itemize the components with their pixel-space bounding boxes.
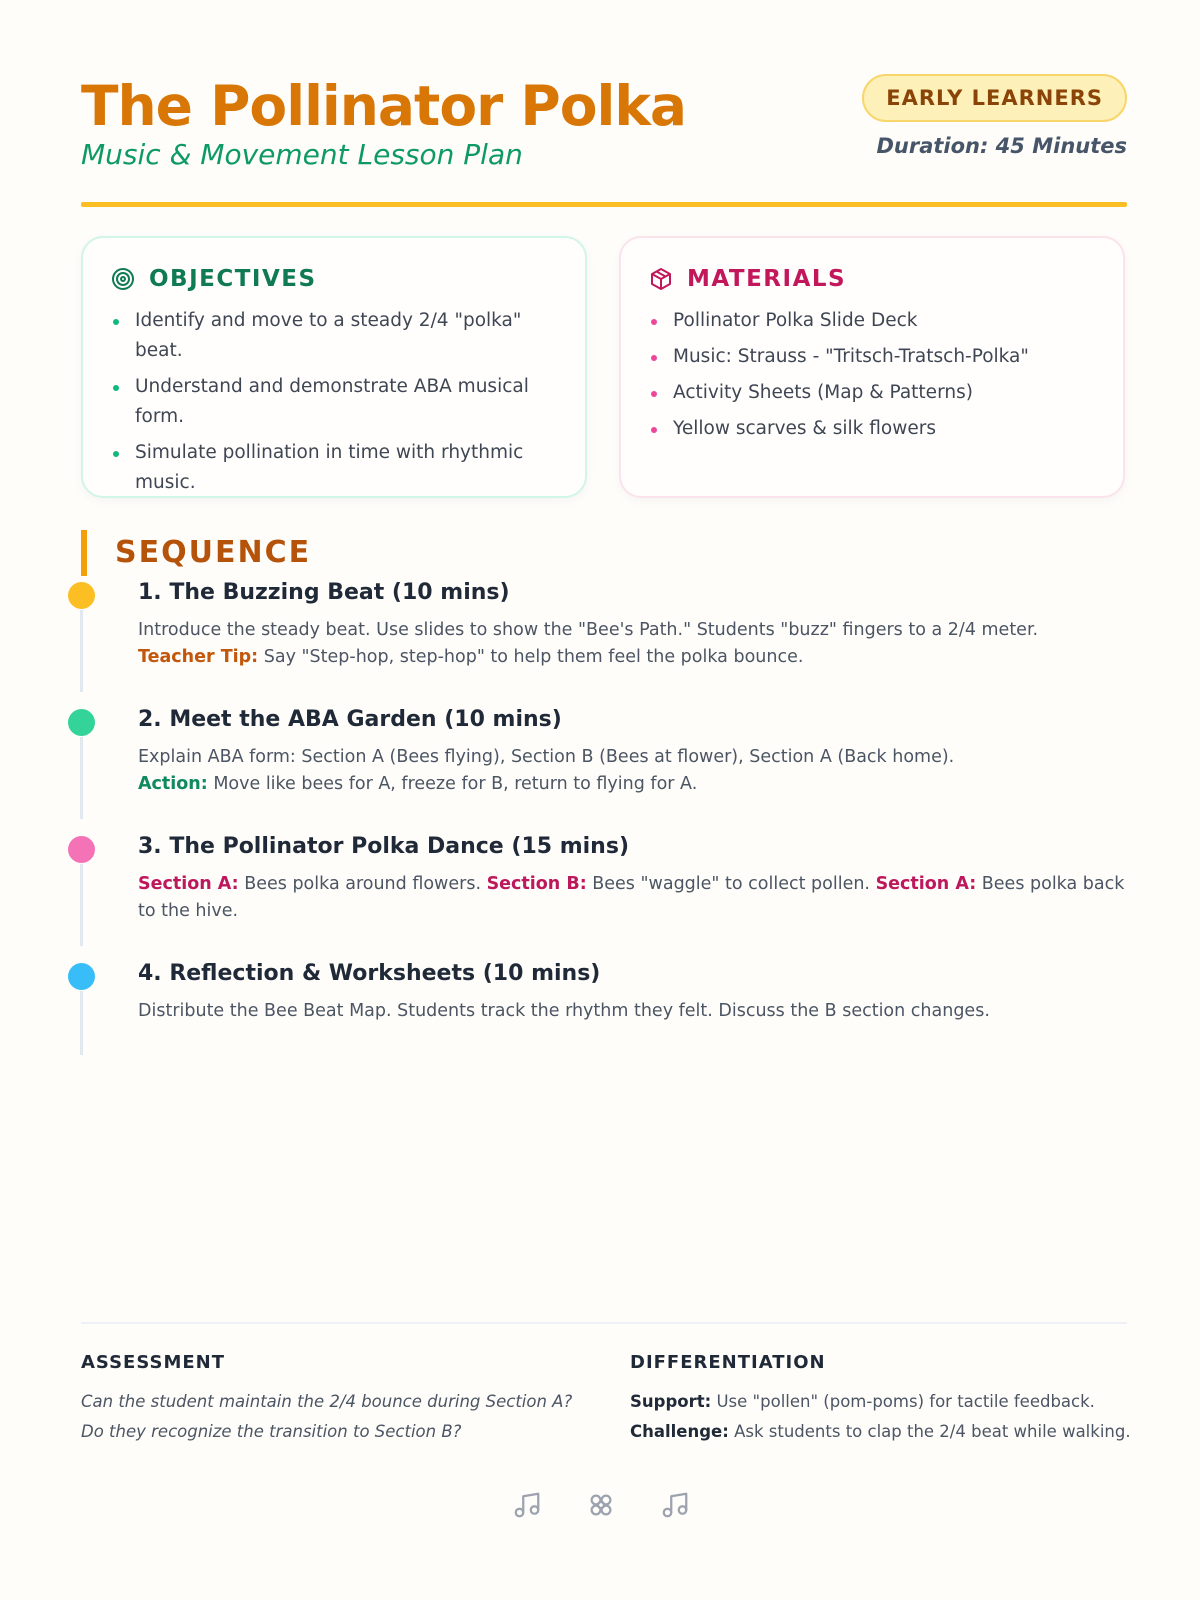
- timeline-dot: [68, 582, 95, 609]
- flower-icon: [586, 1490, 616, 1520]
- footer-divider: [81, 1322, 1127, 1324]
- music-note-icon: [660, 1490, 690, 1520]
- assessment-line: Do they recognize the transition to Section B?: [81, 1422, 462, 1441]
- timeline-line: [80, 737, 83, 819]
- teacher-tip-text: Say "Step-hop, step-hop" to help them feel the polka bounce.: [258, 647, 804, 667]
- box-icon: [649, 267, 673, 291]
- timeline-line: [80, 610, 83, 692]
- section-a2-text: Bees polka back to the hive.: [138, 874, 1125, 921]
- page-subtitle: Music & Movement Lesson Plan: [81, 137, 523, 171]
- list-item: Music: Strauss - "Tritsch-Tratsch-Polka": [649, 342, 1099, 372]
- step-text: Distribute the Bee Beat Map. Students track the rhythm they felt. Discuss the B section changes.: [138, 1001, 990, 1021]
- timeline-line: [80, 864, 83, 946]
- materials-list: [649, 306, 1099, 444]
- list-item: Understand and demonstrate ABA musical form.: [111, 372, 561, 432]
- timeline-dot: [68, 963, 95, 990]
- list-item: Pollinator Polka Slide Deck: [649, 306, 1099, 336]
- differentiation-title: DIFFERENTIATION: [630, 1352, 826, 1373]
- target-icon: [111, 267, 135, 291]
- list-item: Identify and move to a steady 2/4 "polka" beat.: [111, 306, 561, 366]
- action-label: Action:: [138, 774, 208, 794]
- teacher-tip-label: Teacher Tip:: [138, 647, 259, 667]
- page-title: The Pollinator Polka: [81, 74, 687, 138]
- support-line: [630, 1387, 1130, 1417]
- header-divider: [81, 202, 1127, 207]
- step-text: [138, 744, 1138, 798]
- assessment-title: ASSESSMENT: [81, 1352, 226, 1373]
- list-item: Activity Sheets (Map & Patterns): [649, 378, 1099, 408]
- support-label: Support:: [630, 1392, 712, 1411]
- section-a-text: Bees polka around flowers.: [238, 874, 487, 894]
- step-description: Explain ABA form: Section A (Bees flying), Section B (Bees at flower), Section A (Back home).: [138, 747, 955, 767]
- materials-title: MATERIALS: [687, 266, 847, 292]
- timeline-dot: [68, 709, 95, 736]
- materials-card: [619, 236, 1125, 498]
- timeline-dot: [68, 836, 95, 863]
- step-text: [138, 871, 1138, 925]
- duration-label: Duration: 45 Minutes: [876, 134, 1127, 158]
- section-a-label: Section A:: [138, 874, 239, 894]
- action-text: Move like bees for A, freeze for B, return to flying for A.: [207, 774, 698, 794]
- differentiation-section: [630, 1352, 1130, 1447]
- sequence-header: [81, 530, 311, 576]
- section-b-text: Bees "waggle" to collect pollen.: [586, 874, 876, 894]
- objectives-title: OBJECTIVES: [149, 266, 317, 292]
- sequence-title: SEQUENCE: [115, 535, 312, 570]
- step-title: 3. The Pollinator Polka Dance (15 mins): [138, 834, 629, 859]
- challenge-line: [630, 1417, 1130, 1447]
- header: [81, 74, 1127, 171]
- objectives-list: [111, 306, 561, 498]
- objectives-header: [111, 266, 561, 292]
- step-title: 2. Meet the ABA Garden (10 mins): [138, 707, 562, 732]
- step-title: 1. The Buzzing Beat (10 mins): [138, 580, 510, 605]
- step-description: Introduce the steady beat. Use slides to show the "Bee's Path." Students "buzz" fingers to a 2/4 meter.: [138, 620, 1039, 640]
- section-a2-label: Section A:: [875, 874, 977, 894]
- step-text: [138, 617, 1138, 671]
- section-b-label: Section B:: [486, 874, 587, 894]
- materials-header: [649, 266, 1099, 292]
- step-title: 4. Reflection & Worksheets (10 mins): [138, 961, 601, 986]
- support-text: Use "pollen" (pom-poms) for tactile feedback.: [711, 1392, 1095, 1411]
- list-item: Yellow scarves & silk flowers: [649, 414, 1099, 444]
- challenge-text: Ask students to clap the 2/4 beat while walking.: [728, 1422, 1131, 1441]
- timeline-line: [80, 991, 83, 1055]
- footer-icons: [512, 1490, 690, 1520]
- objectives-card: [81, 236, 587, 498]
- list-item: Simulate pollination in time with rhythmic music.: [111, 438, 561, 498]
- audience-badge: EARLY LEARNERS: [862, 74, 1127, 122]
- assessment-section: [81, 1352, 581, 1447]
- challenge-label: Challenge:: [630, 1422, 729, 1441]
- assessment-line: Can the student maintain the 2/4 bounce during Section A?: [81, 1392, 573, 1411]
- music-note-icon: [512, 1490, 542, 1520]
